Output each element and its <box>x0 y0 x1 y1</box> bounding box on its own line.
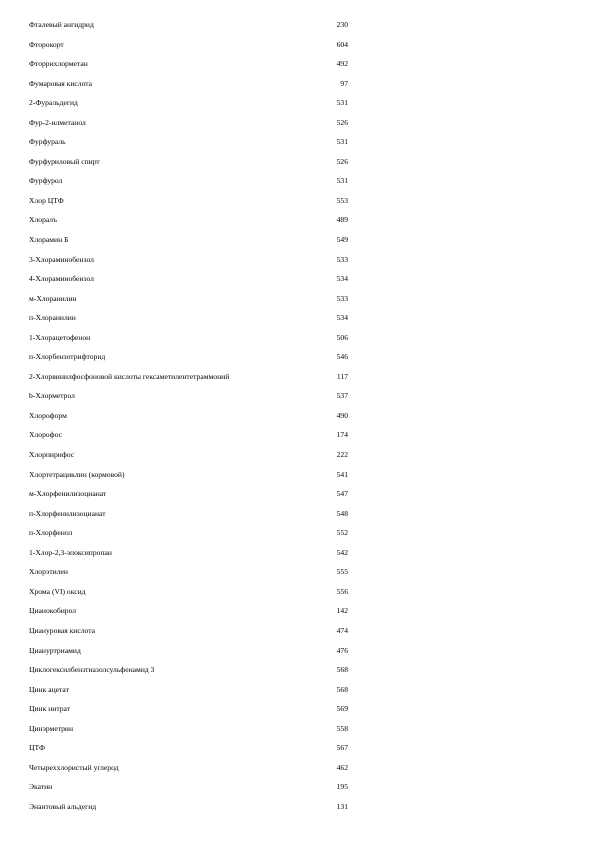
index-page-number: 553 <box>336 195 348 205</box>
index-page-number: 534 <box>336 313 348 323</box>
index-entry <box>0 289 595 309</box>
index-page-number: 142 <box>336 606 348 616</box>
index-term: Четыреххлористый углерод <box>29 762 119 772</box>
index-entry <box>0 504 595 524</box>
index-term: п-Хлорфенилизоцианат <box>29 508 106 518</box>
index-entry <box>0 15 595 35</box>
index-term: Энантовый альдегид <box>29 801 97 811</box>
index-page-number: 531 <box>336 176 348 186</box>
index-page-number: 531 <box>336 137 348 147</box>
index-term: Фталевый ангидрид <box>29 20 94 29</box>
index-page-number: 537 <box>336 391 348 401</box>
index-term: Хлорофос <box>29 430 62 440</box>
index-entry <box>0 445 595 465</box>
index-entry <box>0 250 595 270</box>
index-entry <box>0 523 595 543</box>
index-entry <box>0 113 595 133</box>
index-page-number: 195 <box>336 782 348 792</box>
index-term: 1-Хлорацетофенон <box>29 332 91 342</box>
index-entry <box>0 719 595 739</box>
index-term: Фурфураль <box>29 137 66 147</box>
index-page-number: 549 <box>336 235 348 245</box>
index-entry <box>0 738 595 758</box>
index-page-number: 567 <box>336 743 348 753</box>
index-term: Хрома (VI) оксид <box>29 586 86 596</box>
index-entry <box>0 758 595 778</box>
index-term: Цинэрметрин <box>29 723 74 733</box>
index-page-number: 490 <box>336 410 348 420</box>
index-page-number: 474 <box>336 625 348 635</box>
index-page-number: 526 <box>336 117 348 127</box>
index-page-number: 548 <box>336 508 348 518</box>
index-term: Хлоралъ <box>29 215 58 225</box>
index-page-number: 131 <box>336 801 348 811</box>
index-entry <box>0 797 595 817</box>
index-term: Фумаровая кислота <box>29 78 93 88</box>
index-entry <box>0 328 595 348</box>
index-term: п-Хлорбензотрифторид <box>29 352 106 362</box>
index-entry <box>0 74 595 94</box>
index-page-number: 489 <box>336 215 348 225</box>
index-page-number: 541 <box>336 469 348 479</box>
index-page-number: 555 <box>336 567 348 577</box>
index-entry <box>0 308 595 328</box>
index-term: Хлороформ <box>29 410 67 420</box>
index-term: Фторрихлорметан <box>29 59 88 69</box>
index-entry <box>0 406 595 426</box>
index-term: ЦТФ <box>29 743 45 753</box>
index-page-number: 542 <box>336 547 348 557</box>
index-page-number: 547 <box>336 489 348 499</box>
index-page-number: 476 <box>336 645 348 655</box>
index-term: п-Хлоранилин <box>29 313 76 323</box>
index-entry <box>0 582 595 602</box>
index-term: Цианокобирол <box>29 606 77 616</box>
index-page-number: 568 <box>336 684 348 694</box>
index-page-number: 97 <box>340 78 348 88</box>
index-page-number: 492 <box>336 59 348 69</box>
index-page-number: 604 <box>336 39 348 49</box>
index-page-number: 569 <box>336 704 348 714</box>
index-term: Цинк нитрат <box>29 704 71 714</box>
index-entry <box>0 191 595 211</box>
index-term: 2-Хлорвинилфосфоновой кислоты гексаметилентетраммоний <box>29 371 230 381</box>
index-entry <box>0 367 595 387</box>
index-entry <box>0 132 595 152</box>
index-term: Фурфуриловый спирт <box>29 156 100 166</box>
index-page-number: 568 <box>336 665 348 675</box>
index-term: Циануртриамид <box>29 645 81 655</box>
index-term: п-Хлорфенол <box>29 528 73 538</box>
index-entry <box>0 269 595 289</box>
index-term: Хлор ЦТФ <box>29 195 64 205</box>
index-page-number: 174 <box>336 430 348 440</box>
index-page-number: 506 <box>336 332 348 342</box>
index-term: Фторокорт <box>29 39 64 49</box>
index-entry <box>0 562 595 582</box>
index-entry <box>0 171 595 191</box>
index-entry <box>0 230 595 250</box>
index-term: Циануровая кислота <box>29 625 96 635</box>
index-term: Экатин <box>29 782 53 792</box>
index-term: Хлорамин Б <box>29 235 69 245</box>
index-entry <box>0 93 595 113</box>
index-entry <box>0 386 595 406</box>
index-entry <box>0 699 595 719</box>
index-entry <box>0 54 595 74</box>
index-page-number: 230 <box>336 20 348 29</box>
index-term: м-Хлоранилин <box>29 293 77 303</box>
index-term: Цинк ацетат <box>29 684 69 694</box>
index-page-number: 558 <box>336 723 348 733</box>
index-term: Хлорэтилен <box>29 567 68 577</box>
index-entry <box>0 425 595 445</box>
index-term: Циклогексилбензтиазолсульфенамид 3 <box>29 665 155 675</box>
index-page-number: 531 <box>336 98 348 108</box>
index-term: м-Хлорфенилизоцианат <box>29 489 107 499</box>
index-page-number: 546 <box>336 352 348 362</box>
index-entry <box>0 621 595 641</box>
index-page-number: 462 <box>336 762 348 772</box>
index-term: 1-Хлор-2,3-эпоксипропан <box>29 547 112 557</box>
index-term: Фурфурол <box>29 176 63 186</box>
index-term: b-Хлорметрол <box>29 391 75 401</box>
index-entry <box>0 777 595 797</box>
index-entry <box>0 35 595 55</box>
index-term: Хлорпирифос <box>29 450 75 460</box>
index-term: 3-Хлораминобензол <box>29 254 94 264</box>
index-entry <box>0 210 595 230</box>
index-term: 4-Хлораминобензол <box>29 274 94 284</box>
index-term: Фур-2-илметанол <box>29 117 86 127</box>
index-entry <box>0 660 595 680</box>
index-entry <box>0 347 595 367</box>
index-page-number: 533 <box>336 254 348 264</box>
index-list <box>0 15 595 816</box>
index-entry <box>0 601 595 621</box>
index-page-number: 556 <box>336 586 348 596</box>
index-page-number: 552 <box>336 528 348 538</box>
index-page-number: 117 <box>336 371 348 381</box>
index-entry <box>0 484 595 504</box>
index-term: 2-Фуральдегид <box>29 98 78 108</box>
index-entry <box>0 641 595 661</box>
index-page-number: 533 <box>336 293 348 303</box>
index-entry <box>0 465 595 485</box>
index-page-number: 526 <box>336 156 348 166</box>
index-page-number: 534 <box>336 274 348 284</box>
index-term: Хлортетрациклин (кормовой) <box>29 469 125 479</box>
index-entry <box>0 680 595 700</box>
index-entry <box>0 152 595 172</box>
index-entry <box>0 543 595 563</box>
index-page-number: 222 <box>336 450 348 460</box>
